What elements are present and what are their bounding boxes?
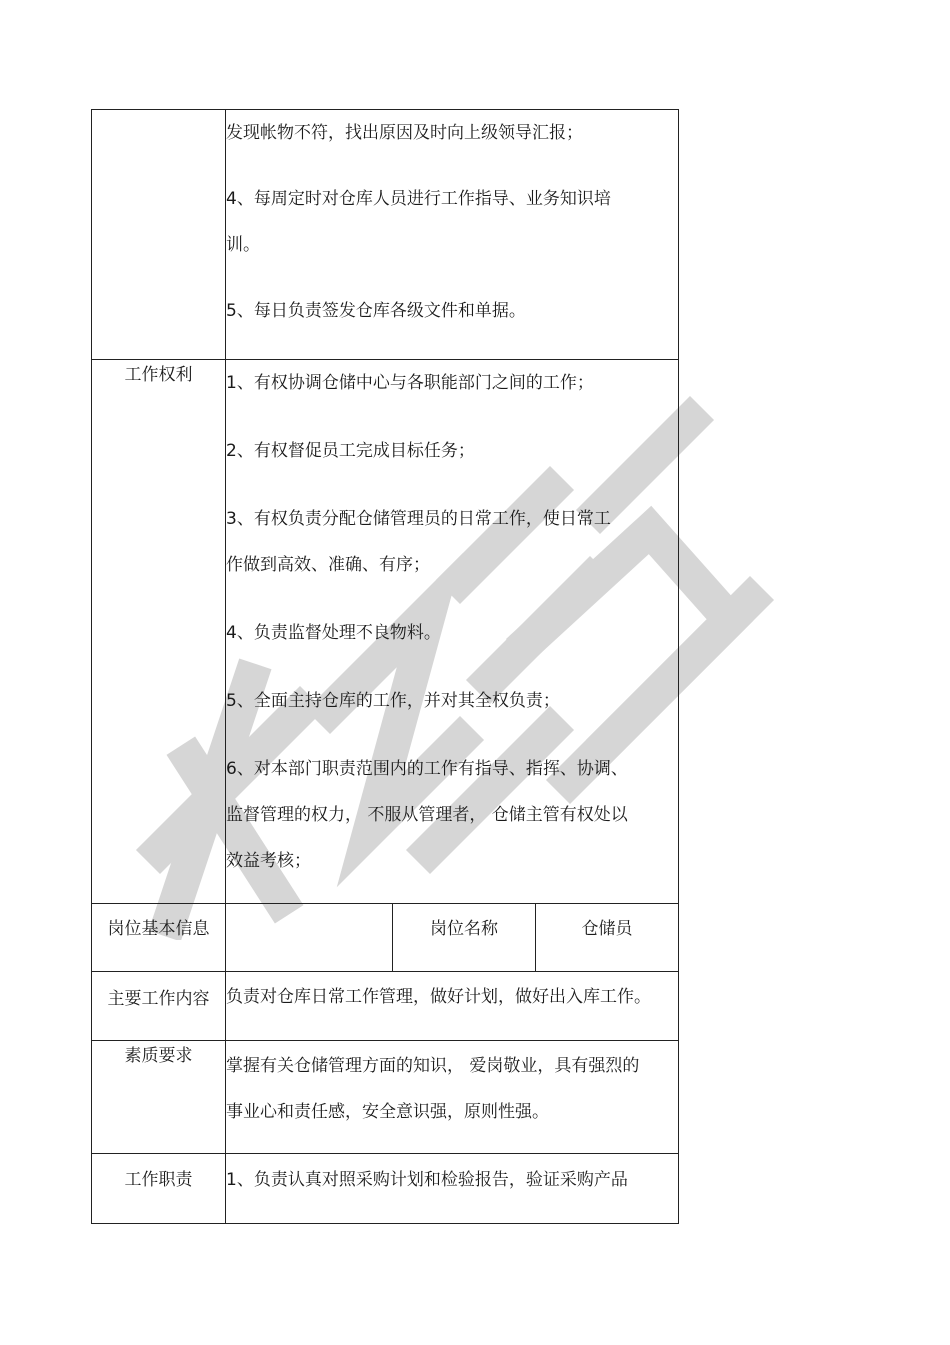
rights-item: 3、有权负责分配仓储管理员的日常工作，使日常工 [226, 509, 611, 529]
table-row-rights [92, 360, 679, 904]
main-work-label [92, 972, 226, 1041]
duties-content [226, 1154, 679, 1224]
quality-line-2: 事业心和责任感，安全意识强，原则性强。 [226, 1102, 549, 1122]
rights-item: 5、全面主持仓库的工作，并对其全权负责； [226, 691, 560, 711]
continued-content [226, 110, 679, 360]
rights-content [226, 360, 679, 904]
basic-info-value [226, 904, 393, 972]
rights-label: 工作权利 [92, 360, 226, 904]
main-work-label-text: 主要工作内容 [107, 989, 210, 1009]
rights-item: 监督管理的权力， 不服从管理者， 仓储主管有权处以 [226, 805, 628, 825]
continued-line-3: 训。 [226, 235, 260, 255]
rights-item: 效益考核； [226, 851, 311, 871]
position-name-label-cell [393, 904, 536, 972]
basic-info-label [92, 904, 226, 972]
table-row-duties [92, 1154, 679, 1224]
rights-item: 6、对本部门职责范围内的工作有指导、指挥、协调、 [226, 759, 628, 779]
row-label-empty [92, 110, 226, 360]
quality-content [226, 1041, 679, 1154]
main-work-text: 负责对仓库日常工作管理，做好计划，做好出入库工作。 [226, 987, 651, 1007]
duties-line-1: 1、负责认真对照采购计划和检验报告，验证采购产品 [226, 1170, 628, 1190]
quality-line-1: 掌握有关仓储管理方面的知识， 爱岗敬业，具有强烈的 [226, 1056, 640, 1076]
rights-item: 1、有权协调仓储中心与各职能部门之间的工作； [226, 373, 594, 393]
table-row-continued [92, 110, 679, 360]
job-description-table [91, 109, 679, 1224]
duties-label-text: 工作职责 [124, 1170, 193, 1190]
rights-item: 2、有权督促员工完成目标任务； [226, 441, 475, 461]
main-work-content [226, 972, 679, 1041]
table-row-quality [92, 1041, 679, 1154]
continued-line-1: 发现帐物不符，找出原因及时向上级领导汇报； [226, 123, 583, 143]
rights-item: 作做到高效、准确、有序； [226, 555, 430, 575]
quality-label: 素质要求 [92, 1041, 226, 1154]
table-row-main-work [92, 972, 679, 1041]
basic-info-label-text: 岗位基本信息 [107, 919, 210, 939]
duties-label [92, 1154, 226, 1224]
continued-line-2: 4、每周定时对仓库人员进行工作指导、业务知识培 [226, 189, 611, 209]
table-row-basic-info [92, 904, 679, 972]
position-name-value: 仓储员 [581, 919, 633, 939]
continued-line-4: 5、每日负责签发仓库各级文件和单据。 [226, 301, 526, 321]
position-name-label: 岗位名称 [430, 919, 498, 939]
rights-item: 4、负责监督处理不良物料。 [226, 623, 441, 643]
position-name-value-cell [536, 904, 679, 972]
